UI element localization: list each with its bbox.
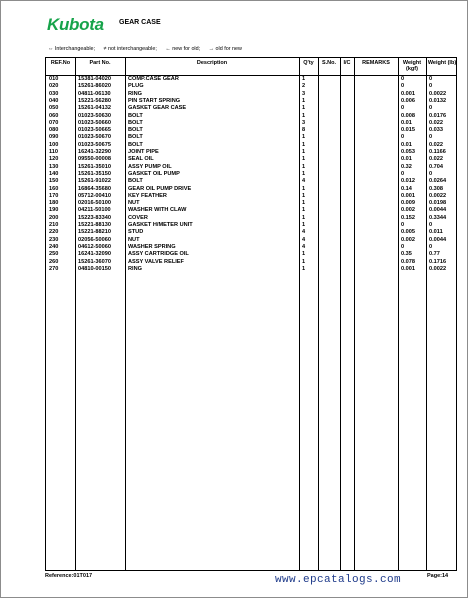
cell-weight-kgf: 0.002	[401, 207, 415, 214]
cell-part-no: 16864-35680	[78, 185, 111, 192]
cell-weight-kgf: 0	[401, 243, 405, 250]
table-row	[46, 91, 456, 98]
section-title: GEAR CASE	[119, 19, 161, 26]
cell-weight-kgf: 0.006	[401, 97, 415, 104]
cell-weight-kgf: 0.002	[401, 236, 415, 243]
cell-weight-kgf: 0.152	[401, 214, 415, 221]
cell-weight-lb: 0.0198	[429, 200, 447, 207]
table-row	[46, 178, 456, 185]
cell-ref-no: 240	[49, 243, 59, 250]
table-row	[46, 76, 456, 83]
cell-weight-kgf: 0.01	[401, 119, 412, 126]
cell-weight-kgf: 0.35	[401, 251, 412, 258]
cell-part-no: 01023-50660	[78, 119, 111, 126]
cell-description: COMP.CASE GEAR	[128, 76, 179, 82]
cell-part-no: 16241-32290	[78, 149, 111, 155]
cell-weight-lb: 0.022	[429, 141, 443, 148]
cell-weight-kgf: 0	[401, 222, 405, 228]
cell-description: NUT	[128, 200, 140, 207]
cell-ref-no: 150	[49, 178, 59, 185]
cell-ref-no: 040	[49, 97, 59, 104]
cell-weight-lb: 0.0132	[429, 97, 447, 104]
cell-ref-no: 130	[49, 163, 59, 170]
cell-qty: 1	[302, 185, 306, 192]
cell-part-no: 15261-35010	[78, 163, 111, 170]
cell-weight-kgf: 0	[401, 83, 405, 90]
cell-ref-no: 170	[49, 192, 59, 199]
cell-description: GASKET H/METER UNIT	[128, 222, 193, 228]
parts-table	[45, 57, 457, 571]
cell-weight-lb: 0	[429, 134, 433, 141]
cell-description: WASHER SPRING	[128, 243, 176, 250]
cell-weight-kgf: 0	[401, 170, 405, 177]
table-row	[46, 142, 456, 149]
cell-part-no: 15223-83340	[78, 214, 111, 221]
cell-ref-no: 190	[49, 207, 59, 214]
cell-weight-lb: 0.0176	[429, 112, 447, 119]
cell-weight-kgf: 0.001	[401, 192, 415, 199]
cell-weight-lb: 0.1166	[429, 149, 446, 155]
cell-ref-no: 110	[49, 149, 59, 155]
cell-weight-kgf: 0.005	[401, 229, 415, 236]
cell-part-no: 15261-35150	[78, 170, 111, 177]
cell-weight-lb: 0.0022	[429, 192, 447, 199]
cell-ref-no: 200	[49, 214, 59, 221]
table-row	[46, 207, 456, 214]
header-ref-no: REF.No	[50, 60, 71, 66]
cell-qty: 2	[302, 83, 306, 90]
table-row	[46, 127, 456, 134]
cell-qty: 1	[302, 149, 306, 155]
table-row	[46, 215, 456, 222]
cell-description: GEAR OIL PUMP DRIVE	[128, 185, 192, 192]
cell-weight-lb: 0.0022	[429, 90, 447, 97]
table-row	[46, 266, 456, 273]
cell-part-no: 15221-88130	[78, 222, 111, 228]
cell-ref-no: 080	[49, 127, 59, 134]
cell-part-no: 09550-00008	[78, 156, 111, 163]
cell-ref-no: 210	[49, 222, 59, 228]
table-row	[46, 134, 456, 141]
cell-weight-lb: 0	[429, 83, 433, 90]
cell-description: PIN START SPRING	[128, 97, 181, 104]
cell-weight-lb: 0.011	[429, 229, 443, 236]
cell-ref-no: 010	[49, 76, 59, 82]
cell-weight-lb: 0.77	[429, 251, 440, 258]
header-weight-kgf: Weight (kgf)	[402, 60, 422, 72]
cell-part-no: 04211-50100	[78, 207, 111, 214]
cell-weight-kgf: 0.053	[401, 149, 415, 155]
cell-qty: 1	[302, 97, 306, 104]
cell-qty: 1	[302, 200, 306, 207]
cell-ref-no: 220	[49, 229, 59, 236]
header-description: Description	[196, 60, 228, 66]
cell-ref-no: 090	[49, 134, 59, 141]
kubota-logo: Kubota	[47, 15, 104, 34]
cell-weight-lb: 0	[429, 170, 433, 177]
cell-weight-kgf: 0	[401, 76, 405, 82]
cell-qty: 1	[302, 76, 306, 82]
cell-ref-no: 180	[49, 200, 59, 207]
cell-ref-no: 030	[49, 90, 59, 97]
table-row	[46, 164, 456, 171]
cell-description: ASSY VALVE RELIEF	[128, 258, 184, 265]
cell-part-no: 15221-56280	[78, 97, 111, 104]
cell-description: SEAL OIL	[128, 156, 154, 163]
cell-weight-kgf: 0.001	[401, 90, 415, 97]
cell-weight-lb: 0.0044	[429, 207, 447, 214]
cell-qty: 4	[302, 236, 306, 243]
cell-description: WASHER WITH CLAW	[128, 207, 187, 214]
header-weight-lb: Weight (lb)	[427, 60, 457, 66]
cell-description: KEY FEATHER	[128, 192, 167, 199]
header-part-no: Part No.	[89, 60, 111, 66]
cell-weight-kgf: 0.009	[401, 200, 415, 207]
legend-interchangeable: ⇔ Interchangeable;	[48, 46, 96, 52]
header-ic: I/C	[343, 60, 351, 66]
cell-part-no: 15261-91022	[78, 178, 111, 185]
cell-weight-lb: 0.308	[429, 185, 443, 192]
cell-weight-kgf: 0.012	[401, 178, 415, 185]
legend-not-interchangeable: ≠ not interchangeable;	[103, 46, 157, 52]
cell-part-no: 02056-50060	[78, 236, 111, 243]
cell-description: BOLT	[128, 178, 143, 185]
cell-qty: 3	[302, 119, 306, 126]
cell-qty: 1	[302, 265, 306, 272]
cell-description: STUD	[128, 229, 144, 236]
cell-description: BOLT	[128, 119, 143, 126]
cell-weight-lb: 0.0044	[429, 236, 447, 243]
cell-ref-no: 230	[49, 236, 59, 243]
header-remarks: REMARKS	[362, 60, 390, 66]
table-row	[46, 83, 456, 90]
cell-part-no: 04612-50060	[78, 243, 111, 250]
cell-qty: 1	[302, 141, 306, 148]
cell-ref-no: 020	[49, 83, 59, 90]
cell-description: RING	[128, 90, 142, 97]
cell-qty: 4	[302, 229, 306, 236]
cell-ref-no: 160	[49, 185, 59, 192]
cell-part-no: 04810-00150	[78, 265, 111, 272]
header-serial-no: S.No.	[321, 60, 337, 66]
cell-weight-lb: 0.0022	[429, 265, 447, 272]
cell-part-no: 16241-32090	[78, 251, 111, 258]
table-row	[46, 156, 456, 163]
cell-weight-kgf: 0.015	[401, 127, 415, 134]
cell-description: PLUG	[128, 83, 144, 90]
cell-description: BOLT	[128, 141, 143, 148]
table-row	[46, 222, 456, 229]
cell-part-no: 15221-88210	[78, 229, 111, 236]
cell-weight-lb: 0	[429, 76, 433, 82]
cell-qty: 1	[302, 156, 306, 163]
cell-description: GASKET OIL PUMP	[128, 170, 180, 177]
cell-weight-kgf: 0.01	[401, 156, 412, 163]
cell-weight-lb: 0	[429, 243, 433, 250]
cell-weight-lb: 0	[429, 222, 433, 228]
cell-qty: 4	[302, 178, 306, 185]
cell-weight-kgf: 0.01	[401, 141, 412, 148]
cell-weight-kgf: 0.078	[401, 258, 415, 265]
cell-weight-kgf: 0	[401, 105, 405, 112]
cell-ref-no: 060	[49, 112, 59, 119]
cell-qty: 1	[302, 170, 306, 177]
cell-weight-lb: 0.3344	[429, 214, 447, 221]
cell-weight-lb: 0.1716	[429, 258, 447, 265]
cell-weight-kgf: 0.14	[401, 185, 412, 192]
cell-qty: 1	[302, 258, 306, 265]
header-qty: Q'ty	[303, 60, 314, 66]
cell-description: ASSY PUMP OIL	[128, 163, 172, 170]
cell-description: NUT	[128, 236, 140, 243]
cell-weight-kgf: 0.001	[401, 265, 415, 272]
page-number: Page:14	[427, 573, 449, 579]
cell-qty: 3	[302, 90, 306, 97]
table-row	[46, 193, 456, 200]
cell-weight-lb: 0.022	[429, 119, 443, 126]
cell-description: JOINT PIPE	[128, 149, 159, 155]
cell-part-no: 01023-50630	[78, 112, 111, 119]
table-row	[46, 200, 456, 207]
cell-part-no: 02016-50100	[78, 200, 111, 207]
cell-qty: 1	[302, 192, 306, 199]
cell-weight-lb: 0.022	[429, 156, 443, 163]
cell-qty: 1	[302, 222, 306, 228]
table-row	[46, 98, 456, 105]
cell-ref-no: 260	[49, 258, 59, 265]
cell-part-no: 15261-86020	[78, 83, 111, 90]
cell-qty: 1	[302, 251, 306, 258]
table-row	[46, 149, 456, 156]
legend-new-for-old: ← new for old;	[165, 46, 201, 52]
table-row	[46, 105, 456, 112]
cell-part-no: 15261-04132	[78, 105, 111, 112]
cell-qty: 1	[302, 105, 306, 112]
cell-weight-lb: 0.033	[429, 127, 443, 134]
cell-ref-no: 270	[49, 265, 59, 272]
cell-qty: 8	[302, 127, 306, 134]
cell-part-no: 04811-06130	[78, 90, 111, 97]
cell-qty: 4	[302, 243, 306, 250]
cell-ref-no: 120	[49, 156, 59, 163]
cell-part-no: 01023-50670	[78, 134, 111, 141]
table-row	[46, 120, 456, 127]
cell-weight-lb: 0.704	[429, 163, 443, 170]
cell-ref-no: 050	[49, 105, 59, 112]
cell-part-no: 15381-04020	[78, 76, 111, 82]
cell-qty: 1	[302, 112, 306, 119]
cell-ref-no: 100	[49, 141, 59, 148]
table-row	[46, 251, 456, 258]
cell-weight-kgf: 0	[401, 134, 405, 141]
cell-weight-kgf: 0.008	[401, 112, 415, 119]
cell-weight-kgf: 0.32	[401, 163, 412, 170]
cell-description: BOLT	[128, 112, 143, 119]
cell-description: GASKET GEAR CASE	[128, 105, 187, 112]
table-row	[46, 113, 456, 120]
cell-weight-lb: 0	[429, 105, 433, 112]
cell-description: COVER	[128, 214, 148, 221]
interchangeability-legend	[48, 46, 249, 52]
cell-qty: 1	[302, 134, 306, 141]
table-row	[46, 244, 456, 251]
legend-old-for-new: → old for new	[208, 46, 242, 52]
table-row	[46, 186, 456, 193]
cell-description: BOLT	[128, 134, 143, 141]
cell-ref-no: 250	[49, 251, 59, 258]
reference-code: Reference:01T017	[45, 573, 93, 579]
table-row	[46, 171, 456, 178]
cell-description: RING	[128, 265, 142, 272]
cell-part-no: 15261-36070	[78, 258, 111, 265]
table-row	[46, 237, 456, 244]
cell-qty: 1	[302, 207, 306, 214]
cell-part-no: 05712-00410	[78, 192, 111, 199]
cell-description: ASSY CARTRIDGE OIL	[128, 251, 189, 258]
cell-part-no: 01023-50675	[78, 141, 111, 148]
cell-ref-no: 140	[49, 170, 59, 177]
cell-description: BOLT	[128, 127, 143, 134]
cell-part-no: 01023-50665	[78, 127, 111, 134]
watermark: www.epcatalogs.com	[275, 574, 402, 586]
cell-qty: 1	[302, 214, 306, 221]
table-row	[46, 229, 456, 236]
cell-ref-no: 070	[49, 119, 59, 126]
cell-qty: 1	[302, 163, 306, 170]
cell-weight-lb: 0.0264	[429, 178, 447, 185]
table-row	[46, 259, 456, 266]
